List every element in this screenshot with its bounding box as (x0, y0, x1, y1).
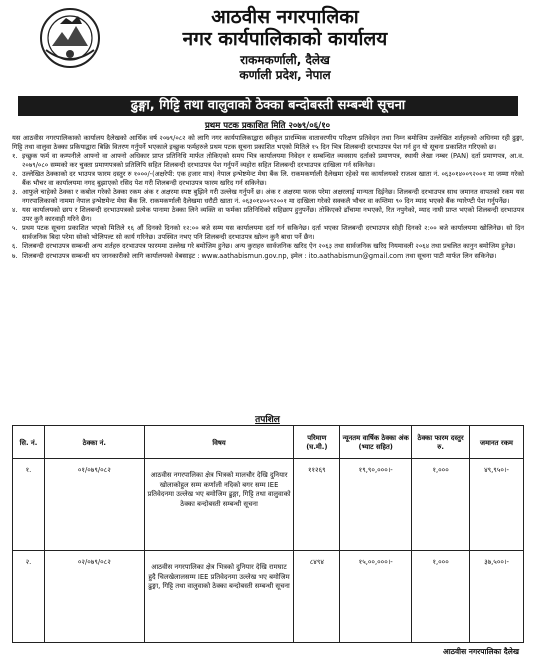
publication-date: प्रथम पटक प्रकाशित मिति २०७९/०६/१० (204, 121, 331, 131)
col-header-contract-no: ठेक्का नं. (44, 426, 144, 459)
nepal-emblem-icon (38, 6, 102, 70)
col-header-form-fee: ठेक्का फारम दस्तुर रु. (412, 426, 470, 459)
table-header-row (13, 426, 524, 459)
col-header-subject: विषय (144, 426, 294, 459)
list-item: ४. यस कार्यालयको छाप र शिलबन्दी दरभाउपत्रको प्रत्येक पानामा ठेक्का लिने व्यक्ति वा फर्मका प्रतिनिधिको सहिछाप हुनुपर्नेछ। तोकिएको ढाँचामा नभएको, रित नपुगेको, म्याद नाघी प्राप्त भएको शिलबन्दी दरभाउपत्र उपर कुनै कारवाही गरिने छैन। (12, 206, 524, 223)
notice-body (12, 134, 524, 261)
office-name: नगर कार्यपालिकाको कार्यालय (182, 28, 388, 50)
table-row: १. ०१/०७९/०८२ आठवीस नगरपालिका क्षेत्र भित्रको मालचौर देखि दुनियार खोलाकोहुल सम्म कर्णाली नदिको बगर सम्म IEE प्रतिवेदनमा उल्लेख भए बमोजिम ढुङ्गा, गिट्टि तथा वालुवाको ठेक्का बन्दोबस्ती सम्बन्धी सूचना ११२६९ १९,९०,०००।- १,००० ४९,९५०।- (13, 459, 524, 551)
office-address: राकमकर्णाली, दैलेख (240, 53, 330, 67)
table-row: २. ०२/०७९/०८२ आठवीस नगरपालिका क्षेत्र भित्रको दुनियार देखि रामघाट हुदै चिलखेलालसम्म IEE प्रतिवेदनमा उल्लेख भए बमोजिम ढुङ्गा, गिट्टि तथा वालुवाको ठेक्का बन्दोबस्ती सम्बन्धी सूचना ८४९४ १५,००,०००।- १,००० ३७,५००।- (13, 551, 524, 643)
schedule-table (12, 425, 524, 643)
conditions-list (12, 152, 524, 260)
col-header-serial: सि. नं. (13, 426, 45, 459)
list-item: ७. शिलबन्दी दरभाउपत्र सम्बन्धी थप जानकारीको लागि कार्यालयको वेबसाइट : www.aathabismun.gov.np, इमेल : ito.aathabismun@gmail.com तथा सूचना पाटी मार्फत लिन सकिनेछ। (12, 251, 497, 260)
col-header-deposit: जमानत रकम (470, 426, 524, 459)
schedule-title: तपशिल (255, 415, 280, 425)
province-name: कर्णाली प्रदेश, नेपाल (239, 68, 331, 82)
municipality-name: आठवीस नगरपालिका (211, 6, 359, 28)
notice-title-banner: ढुङ्गा, गिट्टि तथा वालुवाको ठेक्का बन्दोबस्ती सम्बन्धी सूचना (18, 96, 518, 116)
col-header-min-amount: न्यूनतम वार्षिक ठेक्का अंक (भ्याट सहित) (340, 426, 412, 459)
list-item: ५. प्रथम पटक सूचना प्रकाशित भएको मितिले १६ औं दिनको दिनको १२:०० बजे सम्म यस कार्यालयमा दर्ता गर्न सकिनेछ। दर्ता भएका शिलबन्दी दरभाउपत्र सोही दिनको २:०० बजे कार्यालयमा खोलिनेछ। सो दिन सार्वजनिक बिदा परेमा सोको भोलिपल्ट सो कार्य गरिनेछ। उपस्थित नभए पनि शिलबन्दी दरभाउपत्र खोल्न कुनै बाधा पर्ने छैन। (12, 224, 524, 241)
header (0, 0, 535, 100)
list-item: २. उल्लेखित ठेक्काको दर भाउपत्र फारम दस्तुर रु १०००/-(अक्षरेपी: एक हजार मात्र) नेपाल इन्भेष्टमेन्ट मेघा बैंक लि. राकमकर्णाली दैलेखमा रहेको यस कार्यालयको राजश्व खाता नं. ०६३०१४००९२००१ मा जम्मा गरेको बैंक भौचर वा कार्यालयमा नगद बुझाएको रसिद पेश गरी शिलबन्दी दरभाउपत्र फारम खरिद गर्न सकिनेछ। (12, 170, 524, 187)
list-item: ३. आफुले चाहेको ठेक्का र कबोल गरेको ठेक्का रकम अंक र अक्षरमा स्पष्ट बुझिने गरी उल्लेख गर्नुपर्ने छ। अंक र अक्षरमा फरक परेमा अक्षरलाई मान्यता दिईनेछ। शिलबन्दी दरभाउपत्र साथ जमानत वापतको रकम यस नगरपालिकाको नाममा नेपाल इन्भेष्टमेन्ट मेघा बैंक लि. राकमकर्णाली दैलेखमा धरौटी खाता नं. ०६३०१४००९२००१ मा दाखिला गरेको सक्कलै भौचर वा कम्तिमा ९० दिन म्याद भएको बैंक ग्यारेण्टी पेश गर्नुपर्नेछ। (12, 188, 524, 205)
office-heading (120, 6, 450, 83)
col-header-quantity: परिमाण (घ.मी.) (294, 426, 340, 459)
signature-line: आठवीस नगरपालिका दैलेख (442, 647, 519, 656)
list-item: ६. शिलबन्दी दरभाउपत्र सम्बन्धी अन्य शर्तहरु दरभाउपत्र फारममा उल्लेख गरे बमोजिम हुनेछ। अन्य कुराहरु सार्वजनिक खरिद ऐन २०६३ तथा सार्वजनिक खरिद नियमावली २०६४ तथा प्रचलित कानुन बमोजिम हुनेछ। (12, 242, 516, 250)
list-item: १. इच्छुक फर्म वा कम्पनीले आफ्नो वा आफ्नो अधिकार प्राप्त प्रतिनिधि मार्फत तोकिएको समय भित्र कार्यालयमा निवेदन र सम्बन्धित व्यवसाय दर्ताको प्रमाणपत्र, स्थायी लेखा नम्बर (PAN) दर्ता प्रमाणपत्र, आ.व. २०७९/०८० सम्मको कर चुक्ता प्रमाणपत्रको प्रतिलिपि सहित शिलबन्दी दरभाउपत्र पेश गर्नुपर्ने व्यहोरा सहित शिलबन्दी दरभाउपत्र दाखिला गर्न सकिनेछ। (12, 152, 524, 169)
intro-paragraph: यस आठवीस नगरपालिकाको कार्यालय दैलेखको आर्थिक वर्ष २०७९/०८२ को लागि नगर कार्यपालिकाद्वारा स्वीकृत प्रारम्भिक वातावरणीय परिक्षण प्रतिवेदन तथा निम्न बमोजिम उल्लेखित शर्तहरुको अधिनमा रही ढुङ्गा, गिट्टि तथा वालुवा ठेक्का प्रकियाद्वारा बिक्रि वितरण गर्नुपर्ने भएकाले इच्छुक फर्महरुले प्रथम पटक सूचना प्रकाशित भएको मितिले १५ दिन भित्र शिलबन्दी दरभाउपत्र पेश गर्न हुन यो सूचना प्रकाशित गरिएको छ। (12, 134, 524, 151)
